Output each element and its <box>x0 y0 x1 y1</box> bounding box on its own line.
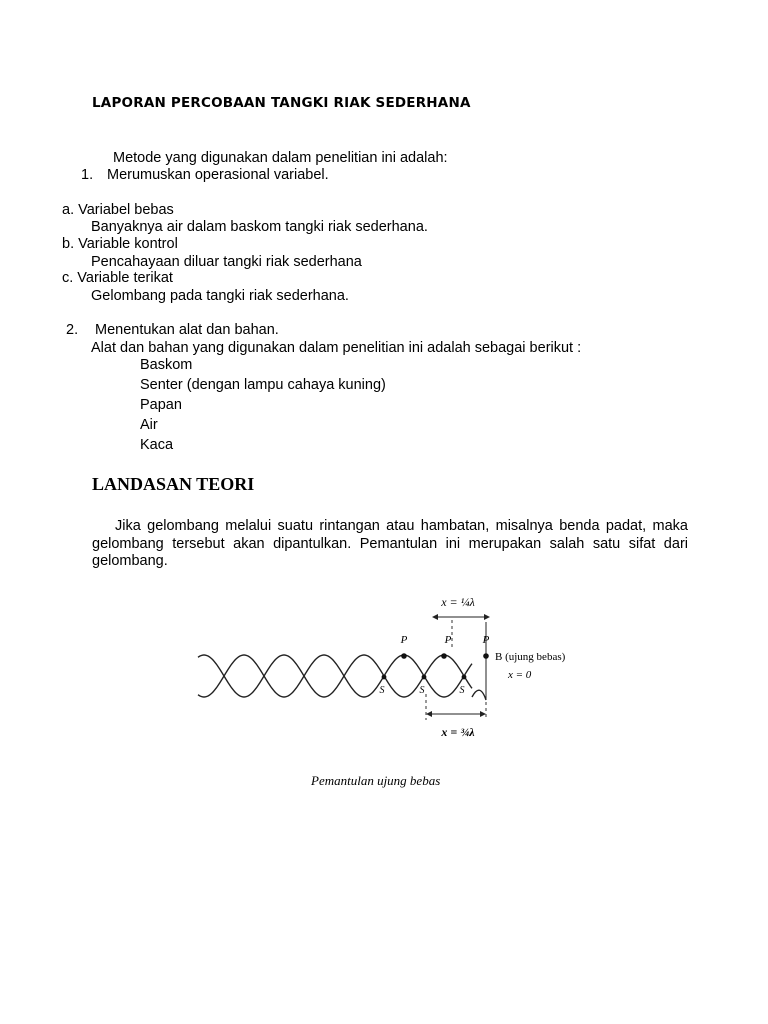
material-item: Papan <box>140 397 182 413</box>
node-point <box>382 675 387 680</box>
antinode-point <box>441 653 447 659</box>
variable-detail-c: Gelombang pada tangki riak sederhana. <box>91 288 349 304</box>
variable-label-b: b. Variable kontrol <box>62 236 178 252</box>
x-zero-label: x = 0 <box>508 669 532 681</box>
material-item: Kaca <box>140 437 174 453</box>
step-1-text: Merumuskan operasional variabel. <box>107 167 329 183</box>
node-label: S <box>419 685 425 696</box>
bottom-arrow-right-head <box>480 711 486 717</box>
antinode-label: P <box>482 634 490 646</box>
node-point <box>422 675 427 680</box>
material-item: Senter (dengan lampu cahaya kuning) <box>140 377 386 393</box>
antinode-point <box>401 653 407 659</box>
variable-label-c: c. Variable terikat <box>62 270 173 286</box>
node-label: S <box>379 685 385 696</box>
page-title: LAPORAN PERCOBAAN TANGKI RIAK SEDERHANA <box>92 95 471 111</box>
material-item: Air <box>140 417 158 433</box>
step-2-text: Menentukan alat dan bahan. <box>95 322 279 338</box>
step-2-number: 2. <box>66 322 79 338</box>
free-end-label: B (ujung bebas) <box>495 651 566 663</box>
antinode-label: P <box>400 634 408 646</box>
variable-detail-b: Pencahayaan diluar tangki riak sederhana <box>91 254 362 270</box>
wave-reflection-figure <box>190 590 590 750</box>
wave-curve-incident <box>198 655 472 697</box>
step-2-detail: Alat dan bahan yang digunakan dalam penelitian ini adalah sebagai berikut : <box>91 340 582 356</box>
wave-end-tail <box>472 690 486 700</box>
theory-paragraph <box>92 518 688 571</box>
node-label: S <box>459 685 465 696</box>
top-arrow-right-head <box>484 614 490 620</box>
material-item: Baskom <box>140 357 193 373</box>
variable-label-a: a. Variabel bebas <box>62 202 174 218</box>
figure-caption: Pemantulan ujung bebas <box>311 773 441 788</box>
theory-paragraph-text: Jika gelombang melalui suatu rintangan atau hambatan, misalnya benda padat, maka gelombang tersebut akan dipantulkan. Pemantulan ini merupakan salah satu sifat dari gelombang. <box>92 518 688 569</box>
top-formula: x = ¼λ <box>441 595 475 609</box>
wave-curve-reflected <box>198 655 472 697</box>
variable-detail-a: Banyaknya air dalam baskom tangki riak sederhana. <box>91 219 428 235</box>
intro-text: Metode yang digunakan dalam penelitian ini adalah: <box>113 150 448 166</box>
antinode-point <box>483 653 489 659</box>
node-point <box>462 675 467 680</box>
section-heading: LANDASAN TEORI <box>92 474 255 494</box>
bottom-arrow-left-head <box>426 711 432 717</box>
step-1-number: 1. <box>81 167 94 183</box>
standing-wave-curves <box>198 655 486 700</box>
bottom-formula: x = ¾λ <box>441 725 475 739</box>
antinode-label: P <box>444 634 452 646</box>
top-arrow-left-head <box>432 614 438 620</box>
